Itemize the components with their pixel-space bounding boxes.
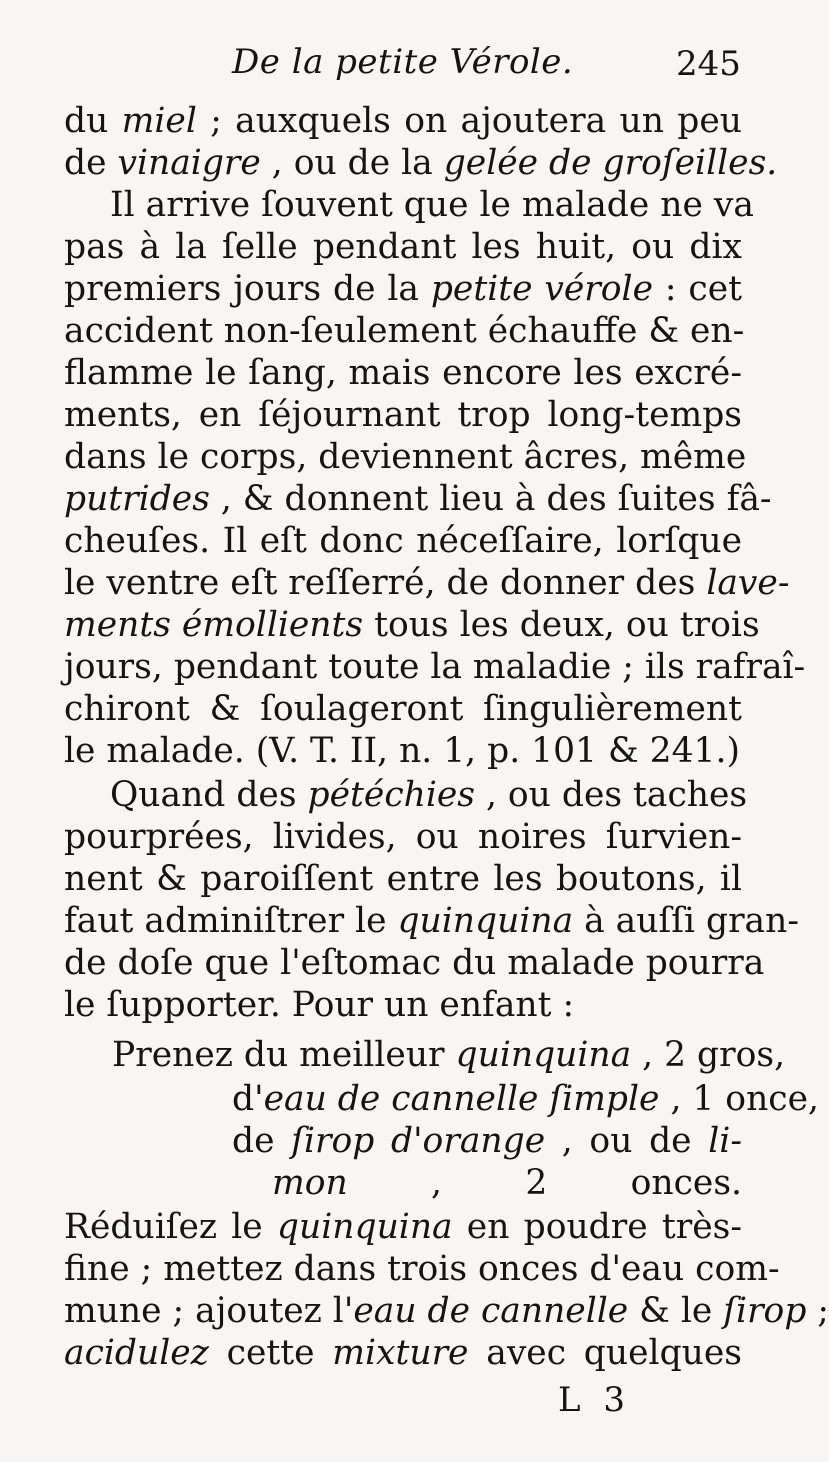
italic-text-segment: lave-: [706, 563, 790, 603]
text-line: [64, 646, 806, 688]
italic-text-segment: pétéchies: [307, 775, 476, 815]
italic-text-segment: acidulez: [64, 1333, 209, 1373]
text-segment: cheuſes. Il eſt donc néceſſaire, lorſque: [64, 521, 742, 561]
text-line: [64, 1290, 829, 1332]
italic-text-segment: ſirop d'orange: [291, 1121, 546, 1161]
text-segment: de: [232, 1121, 292, 1161]
text-segment: premiers jours de la: [64, 269, 431, 309]
text-segment: & le: [628, 1291, 724, 1331]
page-header: [0, 42, 800, 92]
text-line: [64, 310, 745, 352]
italic-text-segment: quinquina: [276, 1207, 453, 1247]
text-line: [64, 816, 742, 858]
text-segment: Quand des: [110, 775, 308, 815]
text-line: [64, 942, 765, 984]
text-segment: le malade. (V. T. II, n. 1, p. 101 & 241.): [64, 731, 740, 771]
italic-text-segment: mon: [272, 1163, 348, 1203]
text-segment: le ſupporter. Pour un enfant :: [64, 985, 575, 1025]
text-segment: de doſe que l'eſtomac du malade pourra: [64, 943, 765, 983]
page-number: 245: [676, 44, 741, 84]
text-segment: ; auxquels on ajoutera un peu: [196, 101, 742, 141]
text-segment: de: [64, 143, 118, 183]
text-line: [110, 184, 754, 226]
text-segment: , 2 onces.: [347, 1163, 742, 1203]
recipe-line: [112, 1034, 786, 1076]
signature-mark: L 3: [558, 1380, 632, 1420]
italic-text-segment: quinquina: [455, 1035, 632, 1075]
recipe-line: [232, 1078, 819, 1120]
text-segment: pourprées, livides, ou noires ſurvien-: [64, 817, 742, 857]
text-line: [64, 268, 742, 310]
text-segment: dans le corps, deviennent âcres, même: [64, 437, 747, 477]
text-line: [64, 730, 742, 772]
text-segment: , 2 gros,: [631, 1035, 786, 1075]
text-line: [64, 858, 742, 900]
text-line: [64, 1332, 742, 1374]
text-line: [64, 520, 742, 562]
text-segment: à auſſi gran-: [573, 901, 800, 941]
text-segment: fine ; mettez dans trois onces d'eau com-: [64, 1249, 780, 1289]
italic-text-segment: mixture: [332, 1333, 469, 1373]
text-segment: en poudre très-: [452, 1207, 742, 1247]
text-segment: , 1 once,: [659, 1079, 819, 1119]
text-segment: du: [64, 101, 122, 141]
text-line: [64, 100, 742, 142]
text-line: [64, 478, 772, 520]
text-segment: d': [232, 1079, 264, 1119]
recipe-line: [272, 1162, 742, 1204]
text-segment: : cet: [653, 269, 742, 309]
text-segment: Réduiſez le: [64, 1207, 277, 1247]
text-segment: mune ; ajoutez l': [64, 1291, 354, 1331]
italic-text-segment: ments émollients: [64, 605, 364, 645]
text-segment: faut adminiſtrer le: [64, 901, 398, 941]
text-line: [64, 1248, 780, 1290]
text-line: [64, 1206, 742, 1248]
text-segment: , ou de la: [260, 143, 444, 183]
text-segment: chiront & ſoulageront ſingulièrement: [64, 689, 742, 729]
italic-text-segment: petite vérole: [430, 269, 654, 309]
text-line: [110, 774, 748, 816]
text-segment: ments, en ſéjournant trop long-temps: [64, 395, 742, 435]
text-line: [64, 900, 800, 942]
text-line: [64, 436, 747, 478]
italic-text-segment: eau de cannelle ſimple: [263, 1079, 660, 1119]
italic-text-segment: miel: [121, 101, 197, 141]
italic-text-segment: vinaigre: [117, 143, 261, 183]
text-segment: avec quelques: [468, 1333, 742, 1373]
text-segment: , ou de: [545, 1121, 709, 1161]
text-segment: flamme le ſang, mais encore les excré-: [64, 353, 742, 393]
text-line: [64, 394, 742, 436]
text-segment: jours, pendant toute la maladie ; ils rafraî-: [64, 647, 806, 687]
text-line: [64, 688, 742, 730]
text-segment: tous les deux, ou trois: [363, 605, 760, 645]
text-segment: , & donnent lieu à des ſuites fâ-: [209, 479, 772, 519]
text-line: [64, 226, 742, 268]
text-segment: le ventre eſt reſſerré, de donner des: [64, 563, 707, 603]
italic-text-segment: eau de cannelle: [353, 1291, 629, 1331]
text-line: [64, 984, 742, 1026]
text-segment: ;: [806, 1291, 829, 1331]
italic-text-segment: li-: [708, 1121, 742, 1161]
text-segment: pas à la ſelle pendant les huit, ou dix: [64, 227, 742, 267]
text-segment: cette: [208, 1333, 333, 1373]
text-segment: Prenez du meilleur: [112, 1035, 456, 1075]
text-line: [64, 604, 760, 646]
italic-text-segment: gelée de groſeilles.: [443, 143, 778, 183]
italic-text-segment: ſirop: [723, 1291, 807, 1331]
text-segment: nent & paroiſſent entre les boutons, il: [64, 859, 742, 899]
text-line: [64, 352, 742, 394]
italic-text-segment: putrides: [64, 479, 210, 519]
text-segment: accident non-ſeulement échauffe & en-: [64, 311, 745, 351]
text-line: [64, 142, 778, 184]
text-segment: Il arrive ſouvent que le malade ne va: [110, 185, 754, 225]
italic-text-segment: quinquina: [397, 901, 574, 941]
text-line: [64, 562, 790, 604]
recipe-line: [232, 1120, 742, 1162]
text-segment: , ou des taches: [475, 775, 748, 815]
running-title: De la petite Vérole.: [232, 42, 574, 82]
